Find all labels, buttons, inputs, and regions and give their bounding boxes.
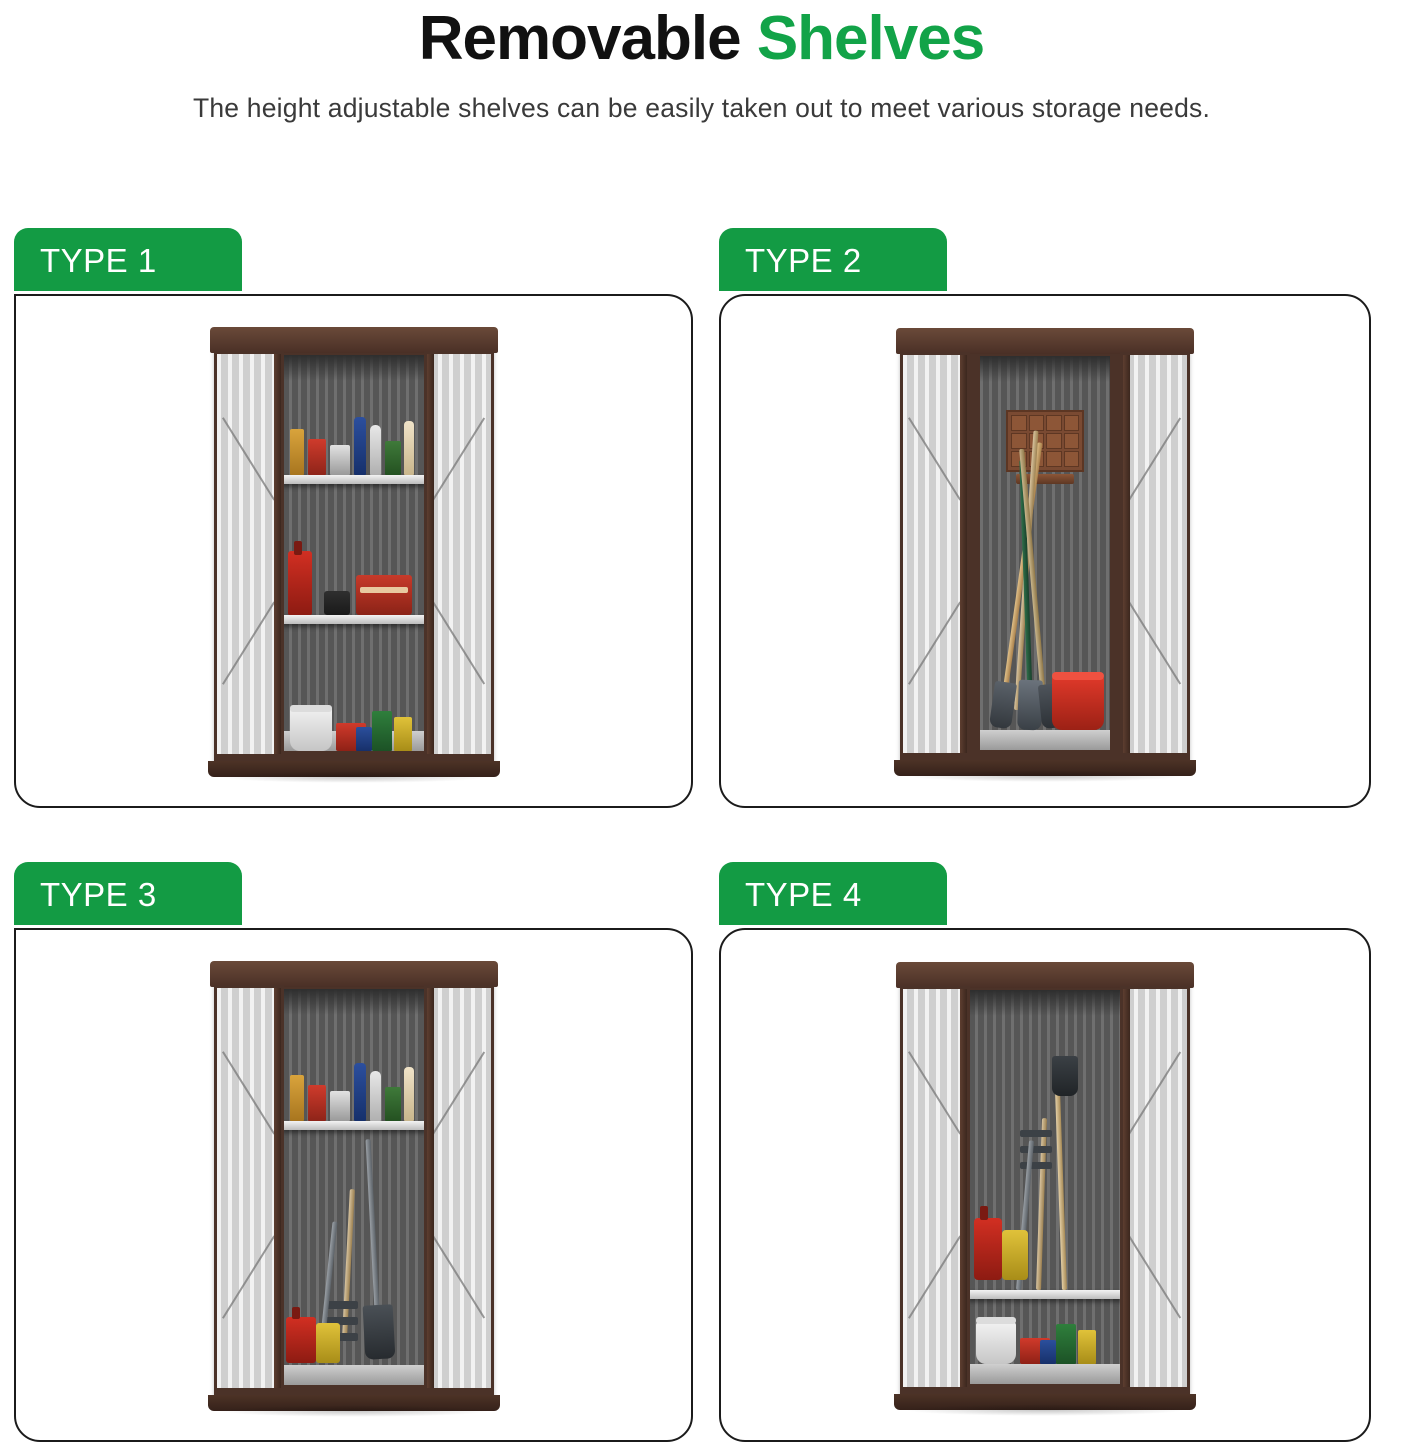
type-card-2 [715,228,1393,808]
type-card-3-tab: TYPE 3 [14,862,242,925]
shed-interior-1 [280,355,428,751]
type-card-grid [10,228,1393,1442]
shed-illustration-2 [721,296,1369,806]
type-card-4-frame [719,928,1371,1442]
shed-door-right-3[interactable] [424,985,494,1391]
shed-interior-2 [980,356,1110,750]
type-card-4 [715,862,1393,1442]
type-card-1 [10,228,715,808]
shed-door-right-4[interactable] [1120,986,1190,1390]
shed-interior-4 [966,990,1124,1384]
page-title [0,6,1403,71]
shelf-upper [282,475,426,484]
type-card-4-tab: TYPE 4 [719,862,947,925]
type-card-2-tab: TYPE 2 [719,228,947,291]
shed-illustration-3 [16,930,691,1440]
pegboard-organizer [1006,410,1084,472]
page-title-accent: Shelves [756,4,985,73]
shed-door-left-3[interactable] [214,985,284,1391]
shelf-lower [968,1290,1122,1299]
type-card-1-tab: TYPE 1 [14,228,242,291]
shelf-middle [282,615,426,624]
type-card-1-frame [14,294,693,808]
shed-door-left-2[interactable] [900,352,970,756]
type-card-3 [10,862,715,1442]
shed-door-left-4[interactable] [900,986,970,1390]
shed-interior-3 [280,989,428,1385]
red-bucket [1052,676,1104,730]
page-header [0,0,1403,124]
shed-illustration-4 [721,930,1369,1440]
page-title-main: Removable [418,4,757,73]
shed-door-right-2[interactable] [1120,352,1190,756]
shelf-upper [282,1121,426,1130]
shed-illustration-1 [16,296,691,806]
shed-door-right-1[interactable] [424,351,494,757]
type-card-3-frame [14,928,693,1442]
shed-door-left-1[interactable] [214,351,284,757]
type-card-2-frame [719,294,1371,808]
page-subtitle: The height adjustable shelves can be easily taken out to meet various storage needs. [192,93,1211,124]
